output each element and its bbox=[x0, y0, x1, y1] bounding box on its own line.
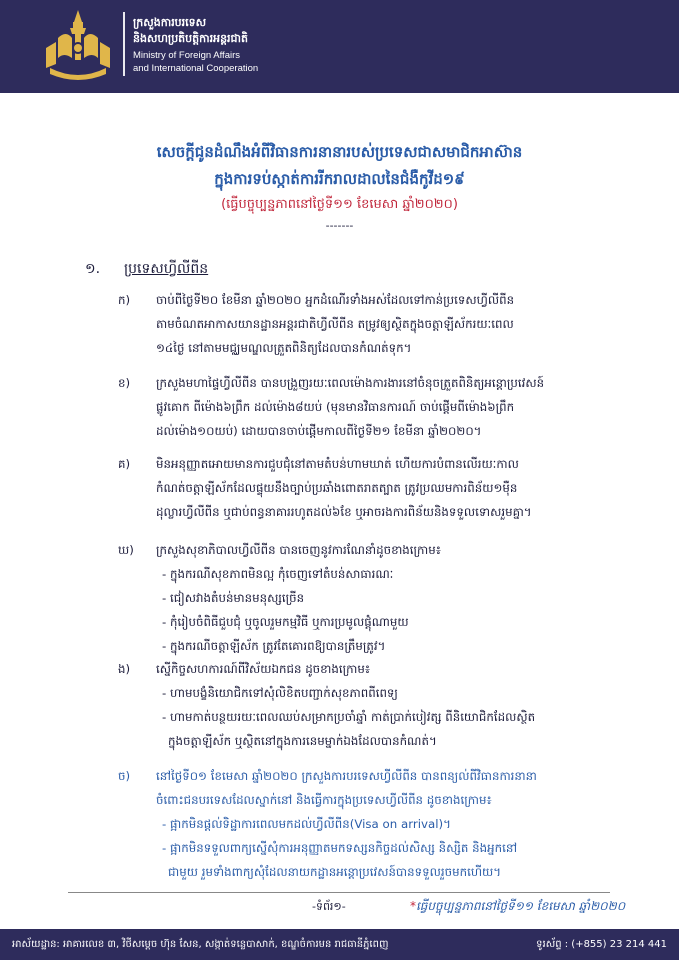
item-line: ផ្លូវគោក ពីម៉ោង៦ព្រឹក ដល់ម៉ោង៨យប់ (មុនមានវិធានការណ៍ ចាប់ផ្តើមពីម៉ោង៦ព្រឹក bbox=[156, 400, 515, 414]
item-line: កំណត់ចត្តាឡីស័កដែលផ្ទុយនឹងច្បាប់ប្រឆាំងពោតរាតត្បាត ត្រូវប្រឈមការពិន័យ១ម៉ឺន bbox=[156, 481, 518, 495]
item-line: ចាប់ពីថ្ងៃទី២០ ខែមីនា ឆ្នាំ២០២០ អ្នកដំណើរទាំងអស់ដែលទៅកាន់ប្រទេសហ្វីលីពីន bbox=[156, 293, 515, 307]
footer-rule bbox=[68, 892, 610, 893]
bullet-item-continuation: ជាមួយ រួមទាំងពាក្យសុំដែលនាយកដ្ឋានអន្តោប្រវេសន៍បានទទួលរួចមកហើយ។ bbox=[168, 865, 502, 879]
item-marker: គ) bbox=[118, 457, 131, 471]
footer-update-text: ធ្វើបច្ចុប្បន្នភាពនៅថ្ងៃទី១១ ខែមេសា ឆ្នាំ២០២០ bbox=[416, 899, 626, 913]
update-date-subtitle: (ធ្វើបច្ចុប្បន្នភាពនៅថ្ងៃទី១១ ខែមេសា ឆ្នាំ២០២០) bbox=[221, 197, 458, 212]
item-marker: ង) bbox=[118, 662, 131, 676]
footer-phone: ទូរស័ព្ទ : (+855) 23 214 441 bbox=[536, 939, 667, 950]
section-title: ប្រទេសហ្វីលីពីន bbox=[124, 261, 209, 277]
item-line: ចំពោះជនបរទេសដែលស្នាក់នៅ និងធ្វើការក្នុងប្រទេសហ្វីលីពីន ដូចខាងក្រោម៖ bbox=[156, 793, 492, 807]
item-line: ក្រសួងសុខាភិបាលហ្វីលីពីន បានចេញនូវការណែនាំដូចខាងក្រោម៖ bbox=[156, 543, 441, 557]
ministry-emblem-icon bbox=[36, 8, 120, 84]
list-item bbox=[118, 764, 630, 884]
item-line: តាមចំណតអាកាសយានដ្ឋានអន្តរជាតិហ្វីលីពីន តម្រូវឲ្យស្ថិតក្នុងចត្តាឡីស័ករយៈពេល bbox=[156, 317, 514, 331]
bullet-item: - ផ្អាកមិនទទួលពាក្យស្នើសុំការអនុញ្ញាតមកទស្សនកិច្ចដល់សិស្ស និស្សិត និងអ្នកនៅ bbox=[162, 841, 518, 855]
bullet-item: - ផ្អាកមិនផ្តល់ទិដ្ឋាការពេលមកដល់ហ្វីលីពីន(Visa on arrival)។ bbox=[162, 817, 451, 831]
list-item bbox=[118, 371, 630, 443]
footer-bar bbox=[0, 929, 679, 960]
item-marker: ច) bbox=[118, 769, 131, 783]
footer-update-note bbox=[410, 898, 625, 916]
list-item bbox=[118, 657, 630, 753]
item-line: ក្រសួងមហាផ្ទៃហ្វីលីពីន បានបង្រួញរយៈពេលម៉ោងការងារនៅចំនុចត្រួតពិនិត្យអន្តោប្រវេសន៍ bbox=[156, 376, 545, 390]
item-marker: ក) bbox=[118, 293, 131, 307]
title-separator: ------- bbox=[325, 219, 354, 232]
document-title-line2: ក្នុងការទប់ស្កាត់ការរីករាលដាលនៃជំងឺកូវីដ១៩ bbox=[214, 170, 465, 188]
bullet-item: - ហាមកាត់បន្ថយរយៈពេលឈប់សម្រាកប្រចាំឆ្នាំ កាត់ប្រាក់បៀវត្ស ពីនិយោជិកដែលស្ថិត bbox=[162, 710, 536, 724]
document-title-line1: សេចក្តីជូនដំណឹងអំពីវិធានការនានារបស់ប្រទេសជាសមាជិកអាស៊ាន bbox=[156, 143, 523, 161]
letterhead bbox=[0, 0, 679, 93]
footer-address: អាស័យដ្ឋាន: អាគារលេខ ៣, វិថីសម្តេច ហ៊ុន សែន, សង្កាត់ទន្លេបាសាក់, ខណ្ឌចំការមន រាជធានីភ្នំពេញ bbox=[12, 939, 389, 950]
item-marker: ខ) bbox=[118, 376, 131, 390]
item-marker: ឃ) bbox=[118, 543, 134, 557]
page-number: -ទំព័រ១- bbox=[312, 900, 346, 913]
ministry-name-km-line1: ក្រសួងការបរទេស bbox=[133, 16, 207, 29]
ministry-name-km-line2: និងសហប្រតិបត្តិការអន្តរជាតិ bbox=[133, 32, 248, 45]
section-number: ១. bbox=[85, 261, 101, 277]
ministry-name-en-line1: Ministry of Foreign Affairs bbox=[133, 50, 241, 61]
bullet-item: - ហាមបង្ខំនិយោជិកទៅសុំលិខិតបញ្ជាក់សុខភាពពីពេទ្យ bbox=[162, 686, 398, 700]
asterisk: * bbox=[410, 899, 416, 913]
item-line: ស្នើកិច្ចសហការណ៍ពីវិស័យឯកជន ដូចខាងក្រោម៖ bbox=[156, 662, 371, 676]
item-line: នៅថ្ងៃទី០១ ខែមេសា ឆ្នាំ២០២០ ក្រសួងការបរទេសហ្វីលីពីន បានពន្យល់ពីវិធានការនានា bbox=[156, 769, 537, 783]
bullet-item: - កុំរៀបចំពិធីជួបជុំ ឬចូលរួមកម្មវិធី ឬការប្រមូលផ្តុំណាមួយ bbox=[162, 615, 409, 629]
list-item bbox=[118, 452, 630, 524]
item-line: ដល់ម៉ោង១០យប់) ដោយបានចាប់ផ្តើមកាលពីថ្ងៃទី២១ ខែមីនា ឆ្នាំ២០២០។ bbox=[156, 424, 482, 438]
bullet-item-continuation: ក្នុងចត្តាឡីស័ក ឬស្ថិតនៅក្នុងការនេមម្នាក់ឯងដែលបានកំណត់។ bbox=[168, 734, 437, 748]
item-line: ១៤ថ្ងៃ នៅតាមមជ្ឈមណ្ឌលត្រួតពិនិត្យដែលបានកំណត់ទុក។ bbox=[156, 341, 412, 355]
bullet-item: - ជៀសវាងតំបន់មានមនុស្សច្រើន bbox=[162, 591, 305, 605]
bullet-item: - ក្នុងករណីចត្តាឡីស័ក ត្រូវតែគោរពឱ្យបានត្រឹមត្រូវ។ bbox=[162, 639, 386, 653]
bullet-item: - ក្នុងករណីសុខភាពមិនល្អ កុំចេញទៅតំបន់សាធារណៈ bbox=[162, 567, 394, 581]
item-line: ដុល្លារហ្វីលីពីន ឬជាប់ពន្ធនាគាររហូតដល់៦ខែ ឬអាចរងការពិន័យនិងទទួលទោសរួមគ្នា។ bbox=[156, 505, 532, 519]
list-item bbox=[118, 538, 630, 658]
item-line: មិនអនុញ្ញាតអោយមានការជួបជុំនៅតាមតំបន់ហាមឃាត់ ហើយការបំពានលើរយៈកាល bbox=[156, 457, 519, 471]
list-item bbox=[118, 288, 630, 360]
header-divider bbox=[123, 12, 125, 76]
ministry-name-en-line2: and International Cooperation bbox=[133, 63, 259, 74]
